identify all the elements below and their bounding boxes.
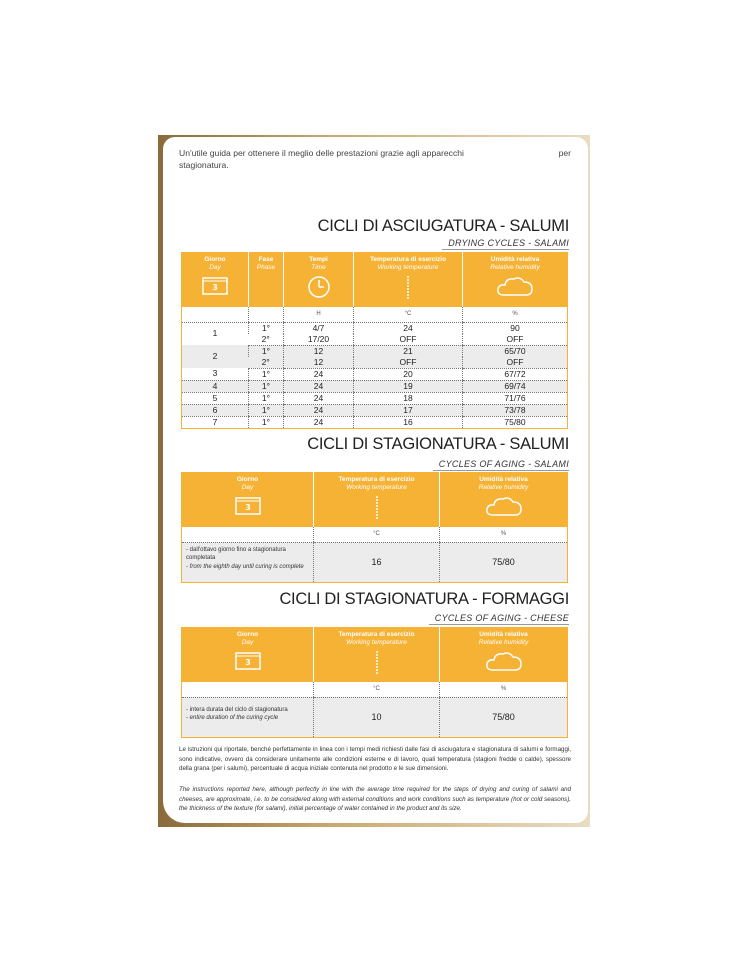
thermometer-icon [373, 495, 381, 521]
day-cell: 3 [182, 368, 249, 380]
header-humidity: Umidità relativa Relative humidity [440, 473, 568, 527]
calendar-icon [235, 650, 261, 670]
time-cell: 24 [284, 368, 354, 380]
phase-cell: 1° [249, 404, 284, 416]
phase-cell: 1° [249, 368, 284, 380]
unit-day [182, 682, 314, 698]
unit-temp: °C [314, 527, 440, 543]
section2-subtitle: CYCLES OF AGING - SALAMI [438, 459, 569, 469]
note-english: The instructions reported here, although perfectly in line with the average time required for the steps of drying and curing of salami and cheeses, are approximate, i.e. to be considered along with external conditions and work conditions such as temperature (hot or cold seasons), the thickness of the texture (for salami), initial percentage of water contained in the product and its size. [179, 786, 571, 813]
time-cell: 12 [284, 357, 354, 369]
header-day: Giorno Day 3 [182, 473, 314, 527]
day-cell: 4 [182, 380, 249, 392]
day-cell: 2 [182, 345, 249, 368]
cloud-icon [485, 495, 523, 517]
svg-text:3: 3 [244, 658, 251, 667]
hum-cell: 71/76 [463, 392, 568, 404]
hum-cell: 75/80 [463, 416, 568, 428]
unit-phase [249, 307, 284, 323]
unit-hum: % [440, 527, 568, 543]
time-cell: 24 [284, 392, 354, 404]
hum-cell: 90 [463, 322, 568, 334]
time-cell: 12 [284, 345, 354, 357]
section1-subtitle: DRYING CYCLES - SALAMI [448, 238, 569, 248]
day-cell: 7 [182, 416, 249, 428]
phase-cell: 1° [249, 380, 284, 392]
table-row [182, 697, 568, 737]
hum-cell: 65/70 [463, 345, 568, 357]
temp-cell: 19 [354, 380, 463, 392]
temp-cell: 20 [354, 368, 463, 380]
unit-temp: °C [354, 307, 463, 323]
header-time: Tempi Time [284, 253, 354, 307]
day-cell: 5 [182, 392, 249, 404]
table-row [182, 368, 568, 380]
header-temperature: Temperatura di esercizio Working temperature [354, 253, 463, 307]
thermometer-icon [373, 650, 381, 676]
temp-cell: 10 [314, 697, 440, 737]
phase-cell: 1° [249, 345, 284, 357]
calendar-icon [235, 495, 261, 515]
hum-cell: 75/80 [440, 542, 568, 582]
temp-cell: OFF [354, 357, 463, 369]
intro-line1: Un'utile guida per ottenere il meglio delle prestazioni grazie agli apparecchi [179, 148, 464, 158]
temp-cell: 16 [354, 416, 463, 428]
unit-day [182, 307, 249, 323]
time-cell: 24 [284, 380, 354, 392]
section1-title: CICLI DI ASCIUGATURA - SALUMI [317, 217, 569, 235]
table-row [182, 392, 568, 404]
table-row [182, 380, 568, 392]
day-cell: 1 [182, 322, 249, 345]
description-cell: - intera durata del ciclo di stagionatura - entire duration of the curing cycle [182, 697, 314, 737]
svg-text:3: 3 [212, 283, 218, 292]
calendar-icon [202, 275, 228, 295]
time-cell: 17/20 [284, 334, 354, 346]
temp-cell: 24 [354, 322, 463, 334]
intro-text [179, 147, 571, 171]
hum-cell: OFF [463, 357, 568, 369]
header-day: Giorno Day 3 [182, 628, 314, 682]
table-row [182, 322, 568, 334]
phase-cell: 1° [249, 392, 284, 404]
cloud-icon [496, 275, 534, 297]
section3-subtitle: CYCLES OF AGING - CHEESE [434, 613, 569, 623]
unit-time: H [284, 307, 354, 323]
hum-cell: 73/78 [463, 404, 568, 416]
cloud-icon [485, 650, 523, 672]
unit-hum: % [463, 307, 568, 323]
hum-cell: 75/80 [440, 697, 568, 737]
temp-cell: 18 [354, 392, 463, 404]
phase-cell: 1° [249, 416, 284, 428]
table-row [182, 542, 568, 582]
time-cell: 4/7 [284, 322, 354, 334]
table-row [182, 345, 568, 357]
phase-cell: 2° [249, 334, 284, 346]
table-row [182, 404, 568, 416]
hum-cell: 67/72 [463, 368, 568, 380]
drying-table [181, 252, 568, 429]
header-day: Giorno Day 3 [182, 253, 249, 307]
time-cell: 24 [284, 404, 354, 416]
hum-cell: OFF [463, 334, 568, 346]
temp-cell: OFF [354, 334, 463, 346]
temp-cell: 21 [354, 345, 463, 357]
aging-salami-table [181, 472, 568, 583]
temp-cell: 16 [314, 542, 440, 582]
unit-hum: % [440, 682, 568, 698]
hum-cell: 69/74 [463, 380, 568, 392]
header-humidity: Umidità relativa Relative humidity [440, 628, 568, 682]
time-cell: 24 [284, 416, 354, 428]
table-row [182, 416, 568, 428]
intro-tail: per [558, 148, 571, 158]
description-cell: - dall'ottavo giorno fino a stagionatura completata - from the eighth day until curing is complete [182, 542, 314, 582]
unit-day [182, 527, 314, 543]
section3-title: CICLI DI STAGIONATURA - FORMAGGI [279, 590, 569, 608]
header-temperature: Temperatura di esercizio Working temperature [314, 473, 440, 527]
thermometer-icon [404, 275, 412, 301]
svg-text:3: 3 [244, 503, 251, 512]
aging-cheese-table [181, 627, 568, 738]
header-phase: Fase Phase [249, 253, 284, 307]
unit-temp: °C [314, 682, 440, 698]
header-humidity: Umidità relativa Relative humidity [463, 253, 568, 307]
section2-title: CICLI DI STAGIONATURA - SALUMI [307, 435, 569, 453]
phase-cell: 2° [249, 357, 284, 369]
day-cell: 6 [182, 404, 249, 416]
temp-cell: 17 [354, 404, 463, 416]
header-temperature: Temperatura di esercizio Working temperature [314, 628, 440, 682]
phase-cell: 1° [249, 322, 284, 334]
clock-icon [307, 275, 331, 299]
note-italian: Le istruzioni qui riportate, benché perfettamente in linea con i tempi medi richiesti dalle fasi di asciugatura e stagionatura di salumi e formaggi, sono indicative, ovvero da considerare unitamente alle condizioni esterne e di lavoro, quali temperatura (stagioni fredde o calde), spessore della grana (per i salumi), percentuale di acqua iniziale contenuta nel prodotto e le sue dimensioni. [179, 746, 571, 773]
intro-line2: stagionatura. [179, 160, 229, 170]
